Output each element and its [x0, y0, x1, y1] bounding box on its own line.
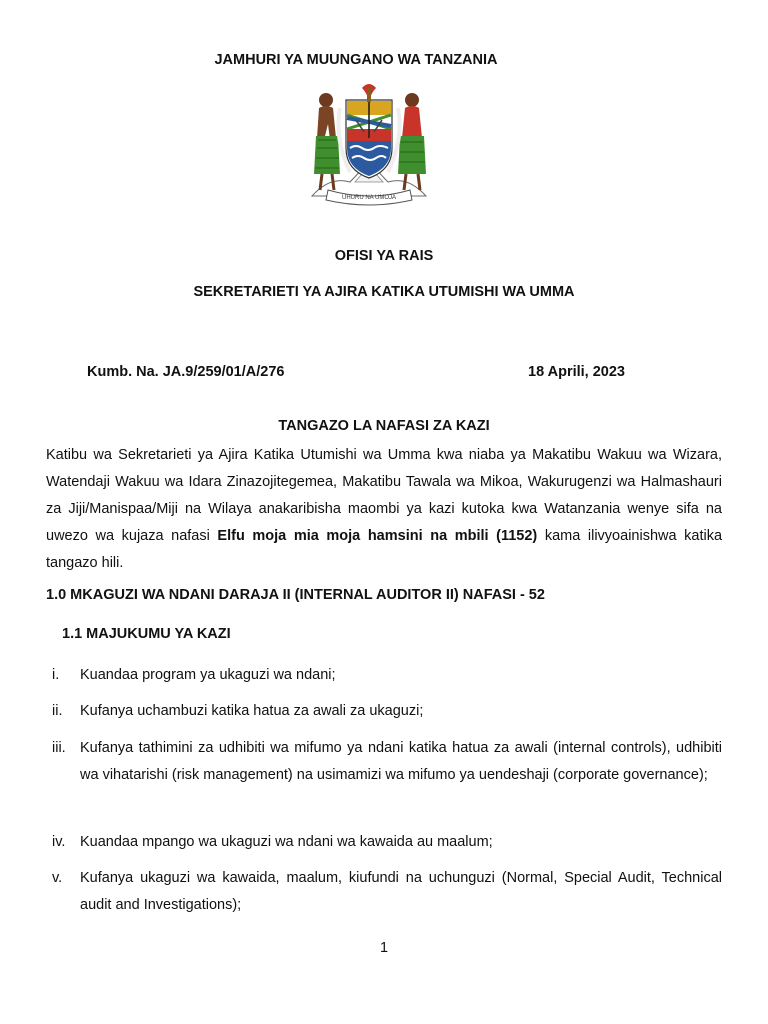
list-item-number: iv.: [52, 834, 66, 850]
list-item-number: iii.: [52, 740, 66, 756]
emblem-motto: UHURU NA UMOJA: [341, 195, 397, 201]
page-number: 1: [379, 940, 389, 956]
intro-text-start: Katibu wa Sekretarieti ya Ajira Katika Utumishi wa Umma kwa niaba ya Makatibu Wakuu wa Wizara, Watendaji Wakuu wa Idara Zinazojitegemea, Makatibu Tawala wa Mikoa, Wakurugenzi wa Halmashauri za Jiji/Manispaa/Miji na Wilaya anakaribisha maombi ya kazi kutoka kwa Watanzania wenye sifa na uwezo wa kujaza nafasi: [46, 447, 722, 544]
list-item-text: Kuandaa mpango wa ukaguzi wa ndani wa kawaida au maalum;: [80, 834, 493, 850]
section-title: 1.0 MKAGUZI WA NDANI DARAJA II (INTERNAL AUDITOR II) NAFASI - 52: [46, 587, 545, 603]
list-item-text: Kufanya uchambuzi katika hatua za awali za ukaguzi;: [80, 703, 424, 719]
list-item-number: ii.: [52, 703, 63, 719]
coat-of-arms: [300, 78, 438, 210]
intro-vacancy-count: Elfu moja mia moja hamsini na mbili (1152): [217, 528, 538, 544]
list-item-number: i.: [52, 667, 60, 683]
list-item: [46, 662, 722, 689]
list-item: [46, 698, 722, 725]
announcement-title: TANGAZO LA NAFASI ZA KAZI: [278, 418, 490, 434]
secretariat-heading: SEKRETARIETI YA AJIRA KATIKA UTUMISHI WA UMMA: [193, 284, 575, 300]
section-subtitle: 1.1 MAJUKUMU YA KAZI: [62, 626, 231, 642]
document-date: 18 Aprili, 2023: [528, 364, 625, 380]
office-heading: OFISI YA RAIS: [334, 248, 434, 264]
intro-text-end: kama ilivyoainishwa katika tangazo hili.: [46, 528, 723, 571]
country-heading: JAMHURI YA MUUNGANO WA TANZANIA: [214, 52, 498, 68]
list-item: [46, 829, 722, 856]
list-item-text: Kufanya tathimini za udhibiti wa mifumo ya ndani katika hatua za awali (internal controls), udhibiti wa vihatarishi (risk management) na usimamizi wa mifumo ya uendeshaji (corporate governance);: [80, 740, 722, 783]
reference-number: Kumb. Na. JA.9/259/01/A/276: [87, 364, 285, 380]
intro-paragraph: [46, 442, 722, 577]
list-item: [46, 735, 722, 816]
list-item: [46, 865, 722, 919]
coat-of-arms-emblem: [300, 78, 438, 210]
list-item-text: Kuandaa program ya ukaguzi wa ndani;: [80, 667, 336, 683]
list-item-text: Kufanya ukaguzi wa kawaida, maalum, kiufundi na uchunguzi (Normal, Special Audit, Technical audit and Investigations);: [80, 870, 722, 913]
list-item-number: v.: [52, 870, 63, 886]
